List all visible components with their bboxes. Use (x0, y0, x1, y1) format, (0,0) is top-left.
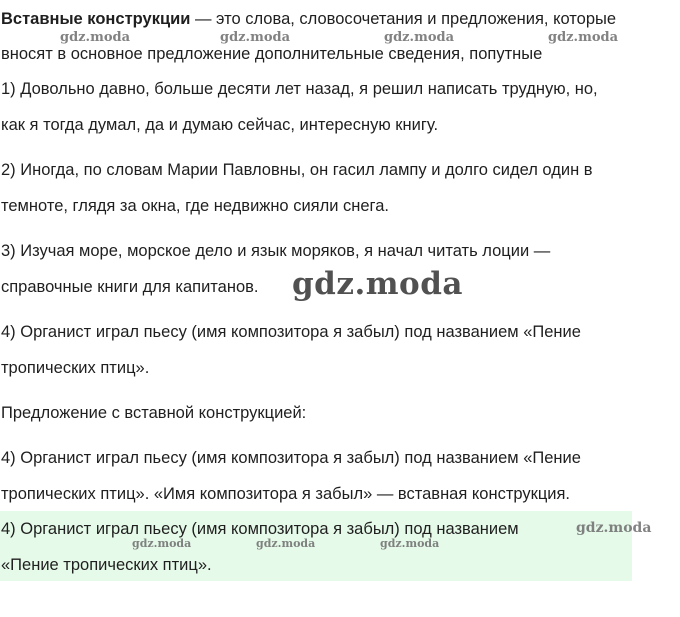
watermark-logo: gdz.moda (548, 30, 619, 45)
example-4-line-2: тропических птиц». (1, 359, 150, 377)
example-1-line-2: как я тогда думал, да и думаю сейчас, интересную книгу. (1, 116, 439, 134)
watermark-logo: gdz.moda (380, 537, 440, 550)
definition-line-1 (1, 8, 616, 30)
example-3-line-1: 3) Изучая море, морское дело и язык моряков, я начал читать лоции — (1, 242, 551, 260)
definition-term: Вставные конструкции (1, 10, 191, 28)
answer-heading: Предложение с вставной конструкцией: (1, 404, 307, 422)
watermark-logo: gdz.moda (220, 30, 291, 45)
watermark-logo-large: gdz.moda (292, 266, 463, 302)
answer-line-1: 4) Органист играл пьесу (имя композитора я забыл) под названием «Пение (1, 449, 581, 467)
definition-line-2: вносят в основное предложение дополнительные сведения, попутные (1, 45, 543, 63)
answer-line-2: тропических птиц». «Имя композитора я забыл» — вставная конструкция. (1, 485, 571, 503)
example-2-line-1: 2) Иногда, по словам Марии Павловны, он гасил лампу и долго сидел один в (1, 161, 593, 179)
watermark-logo: gdz.moda (256, 537, 316, 550)
watermark-logo: gdz.moda (132, 537, 192, 550)
example-2-line-2: темноте, глядя за окна, где недвижно сияли снега. (1, 197, 389, 215)
example-1-line-1: 1) Довольно давно, больше десяти лет назад, я решил написать трудную, но, (1, 80, 598, 98)
definition-text: — это слова, словосочетания и предложения, которые (190, 10, 617, 28)
highlighted-line-2: «Пение тропических птиц». (1, 556, 212, 574)
example-3-line-2: справочные книги для капитанов. (1, 278, 259, 296)
example-4-line-1: 4) Органист играл пьесу (имя композитора я забыл) под названием «Пение (1, 323, 581, 341)
watermark-logo: gdz.moda (60, 30, 131, 45)
watermark-logo: gdz.moda (576, 520, 652, 536)
watermark-logo: gdz.moda (384, 30, 455, 45)
highlighted-line-1: 4) Органист играл пьесу (имя композитора я забыл) под названием (1, 520, 519, 538)
